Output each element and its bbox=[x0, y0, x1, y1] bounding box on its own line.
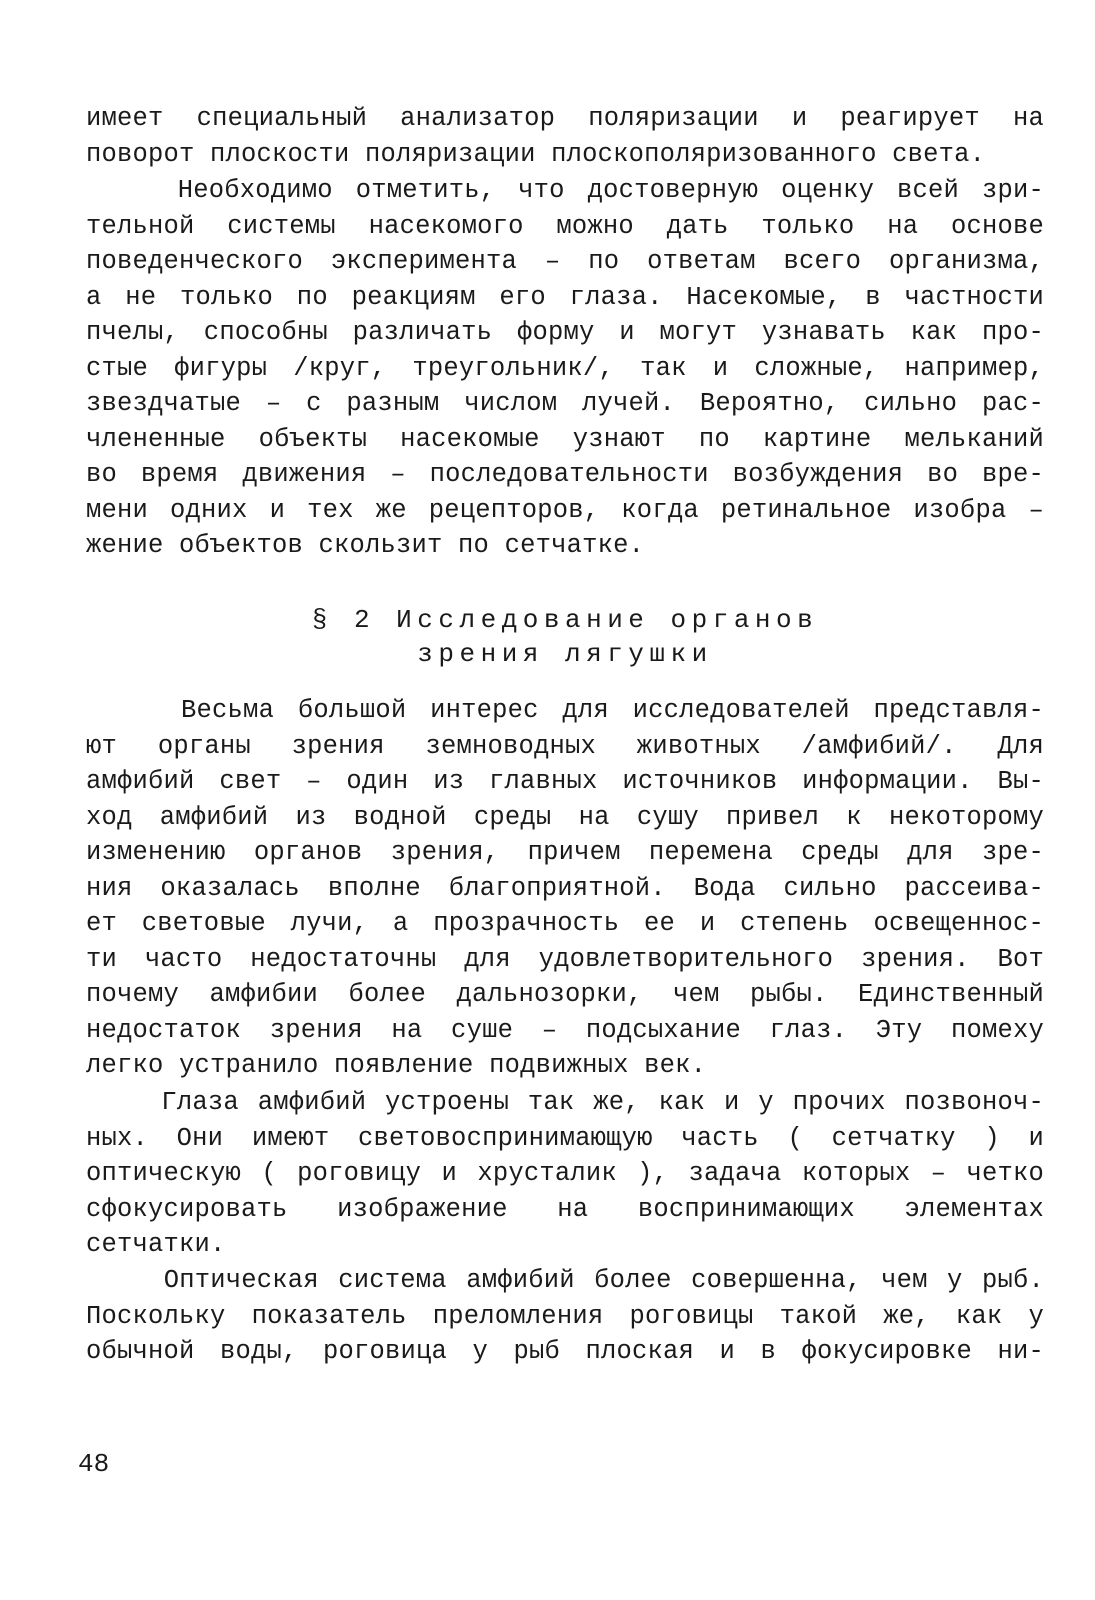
text-line: поведенческого эксперимента – по ответам всего организма, bbox=[86, 247, 1044, 276]
text-line: сетчатки. bbox=[86, 1230, 226, 1259]
text-line: поворот плоскости поляризации плоскополяризованного света. bbox=[86, 139, 986, 169]
text-line: пчелы, способны различать форму и могут узнавать как про- bbox=[86, 318, 1044, 347]
text-line: имеет специальный анализатор поляризации и реагирует на bbox=[86, 104, 1044, 133]
text-line: ных. Они имеют световоспринимающую часть ( сетчатку ) и bbox=[86, 1123, 1044, 1153]
text-line: Необходимо отметить, что достоверную оценку всей зри- bbox=[86, 176, 1044, 205]
text-line: стые фигуры /круг, треугольник/, так и сложные, например, bbox=[86, 353, 1044, 383]
text-line: жение объектов скользит по сетчатке. bbox=[86, 531, 645, 560]
text-line: ют органы зрения земноводных животных /амфибий/. Для bbox=[86, 731, 1044, 761]
text-line: ния оказалась вполне благоприятной. Вода сильно рассеива- bbox=[86, 873, 1044, 903]
text-line: изменению органов зрения, причем перемена среды для зре- bbox=[86, 838, 1044, 867]
text-line: а не только по реакциям его глаза. Насекомые, в частности bbox=[86, 282, 1044, 312]
page-number: 48 bbox=[78, 1449, 110, 1479]
text-line: сфокусировать изображение на воспринимающих элементах bbox=[86, 1194, 1044, 1224]
paragraph-eyes bbox=[86, 1085, 1044, 1263]
text-line: обычной воды, роговица у рыб плоская и в фокусировке ни- bbox=[86, 1337, 1044, 1366]
text-line: тельной системы насекомого можно дать только на основе bbox=[86, 211, 1044, 241]
text-line: звездчатые – с разным числом лучей. Вероятно, сильно рас- bbox=[86, 389, 1044, 418]
text-line: оптическую ( роговицу и хрусталик ), задача которых – четко bbox=[86, 1159, 1044, 1188]
text-line: ет световые лучи, а прозрачность ее и степень освещеннос- bbox=[86, 909, 1044, 938]
text-line: почему амфибии более дальнозорки, чем рыбы. Единственный bbox=[86, 980, 1044, 1009]
text-line: легко устранило появление подвижных век. bbox=[86, 1051, 707, 1080]
paragraph-optics bbox=[86, 1263, 1044, 1370]
paragraph-amphibians bbox=[86, 693, 1044, 1084]
text-line: мени одних и тех же рецепторов, когда ретинальное изобра – bbox=[86, 495, 1044, 525]
paragraph-continuation bbox=[86, 101, 1044, 172]
text-line: во время движения – последовательности возбуждения во вре- bbox=[86, 460, 1044, 489]
text-line: амфибий свет – один из главных источников информации. Вы- bbox=[86, 767, 1044, 796]
section-heading-line: зрения лягушки bbox=[417, 639, 713, 669]
text-line: Оптическая система амфибий более совершенна, чем у рыб. bbox=[86, 1266, 1044, 1295]
text-line: Глаза амфибий устроены так же, как и у прочих позвоноч- bbox=[86, 1088, 1044, 1117]
text-line: ти часто недостаточны для удовлетворительного зрения. Вот bbox=[86, 944, 1044, 974]
text-line: члененные объекты насекомые узнают по картине мельканий bbox=[86, 424, 1044, 454]
section-heading-line: § 2 Исследование органов bbox=[311, 605, 819, 635]
text-line: недостаток зрения на суше – подсыхание глаз. Эту помеху bbox=[86, 1015, 1044, 1045]
text-line: Поскольку показатель преломления роговицы такой же, как у bbox=[86, 1301, 1044, 1331]
text-line: ход амфибий из водной среды на сушу привел к некоторому bbox=[86, 802, 1044, 832]
paragraph-insects bbox=[86, 173, 1044, 564]
text-line: Весьма большой интерес для исследователей представля- bbox=[86, 696, 1044, 725]
section-heading bbox=[86, 603, 1044, 671]
